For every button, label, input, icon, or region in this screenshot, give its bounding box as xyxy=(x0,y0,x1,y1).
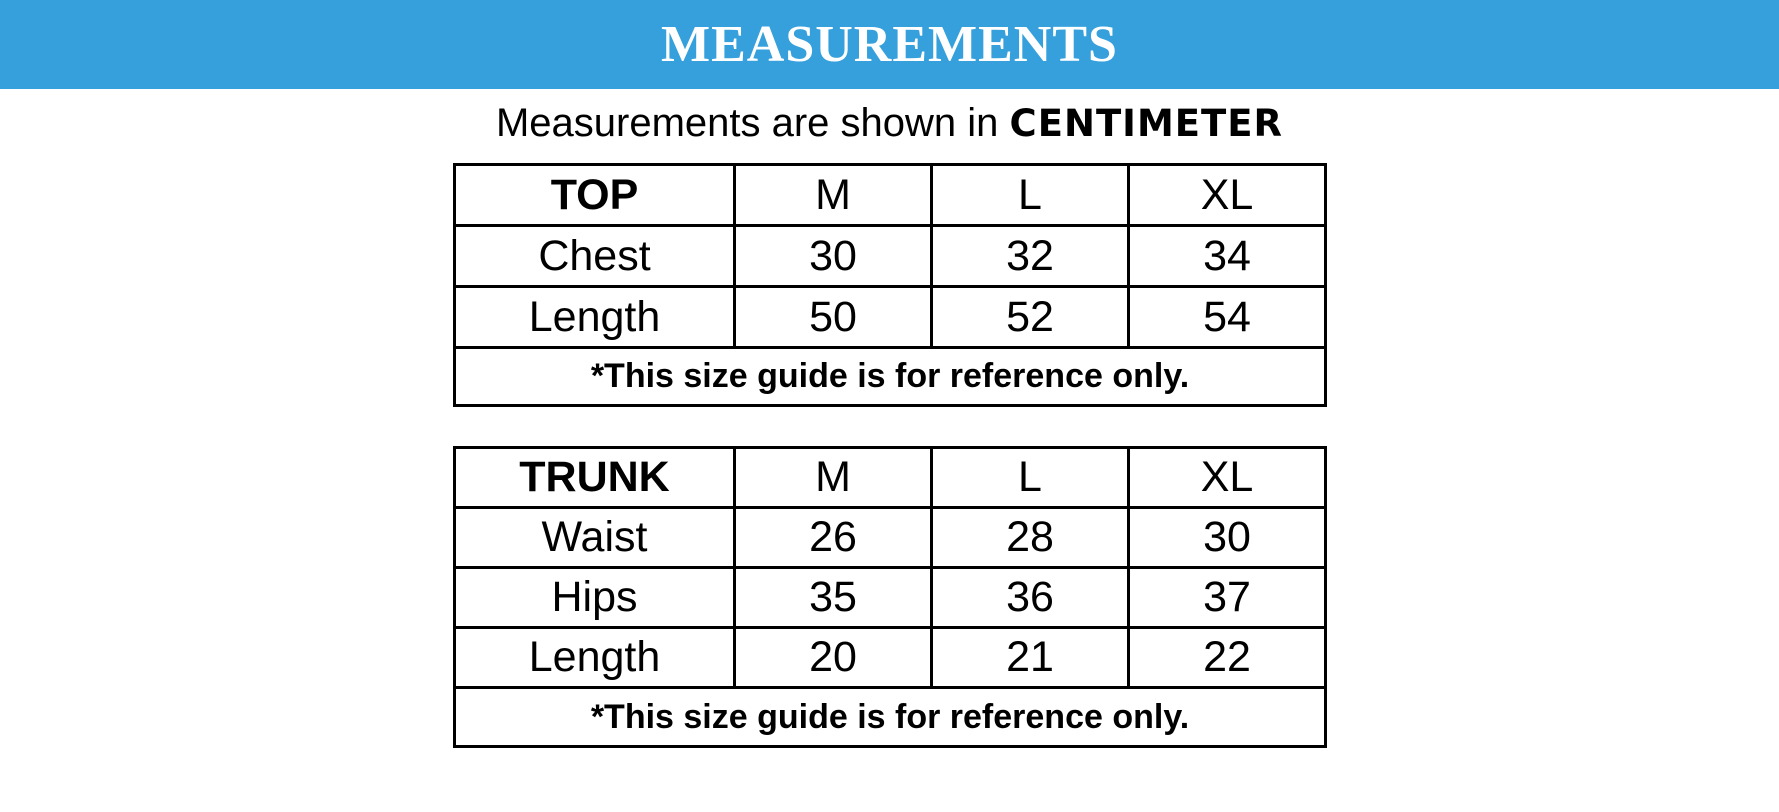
table-heading: TOP xyxy=(455,165,735,226)
reference-note: *This size guide is for reference only. xyxy=(455,348,1326,406)
table-note-row xyxy=(455,348,1326,406)
size-header: M xyxy=(735,165,932,226)
table-header-row xyxy=(455,165,1326,226)
table-header-row xyxy=(455,448,1326,508)
table-heading: TRUNK xyxy=(455,448,735,508)
table-row xyxy=(455,568,1326,628)
table-cell: 20 xyxy=(735,628,932,688)
row-label: Length xyxy=(455,287,735,348)
top-size-table xyxy=(453,163,1327,407)
header-banner xyxy=(0,0,1779,89)
size-header: L xyxy=(932,165,1129,226)
table-cell: 34 xyxy=(1129,226,1326,287)
table-cell: 35 xyxy=(735,568,932,628)
units-note xyxy=(0,97,1779,150)
row-label: Length xyxy=(455,628,735,688)
table-row xyxy=(455,508,1326,568)
table-cell: 37 xyxy=(1129,568,1326,628)
table-note-row xyxy=(455,688,1326,747)
table-cell: 50 xyxy=(735,287,932,348)
units-note-unit: CENTIMETER xyxy=(1009,102,1284,145)
table-row xyxy=(455,226,1326,287)
row-label: Waist xyxy=(455,508,735,568)
table-cell: 28 xyxy=(932,508,1129,568)
table-cell: 32 xyxy=(932,226,1129,287)
units-note-prefix: Measurements are shown in xyxy=(495,101,999,145)
reference-note: *This size guide is for reference only. xyxy=(455,688,1326,747)
size-header: XL xyxy=(1129,448,1326,508)
table-cell: 30 xyxy=(1129,508,1326,568)
table-row xyxy=(455,628,1326,688)
table-cell: 30 xyxy=(735,226,932,287)
page-title: MEASUREMENTS xyxy=(661,15,1118,73)
size-header: L xyxy=(932,448,1129,508)
table-cell: 52 xyxy=(932,287,1129,348)
size-header: M xyxy=(735,448,932,508)
row-label: Chest xyxy=(455,226,735,287)
table-row xyxy=(455,287,1326,348)
row-label: Hips xyxy=(455,568,735,628)
size-header: XL xyxy=(1129,165,1326,226)
trunk-size-table xyxy=(453,446,1327,748)
table-cell: 21 xyxy=(932,628,1129,688)
table-cell: 36 xyxy=(932,568,1129,628)
table-cell: 26 xyxy=(735,508,932,568)
table-cell: 54 xyxy=(1129,287,1326,348)
table-cell: 22 xyxy=(1129,628,1326,688)
